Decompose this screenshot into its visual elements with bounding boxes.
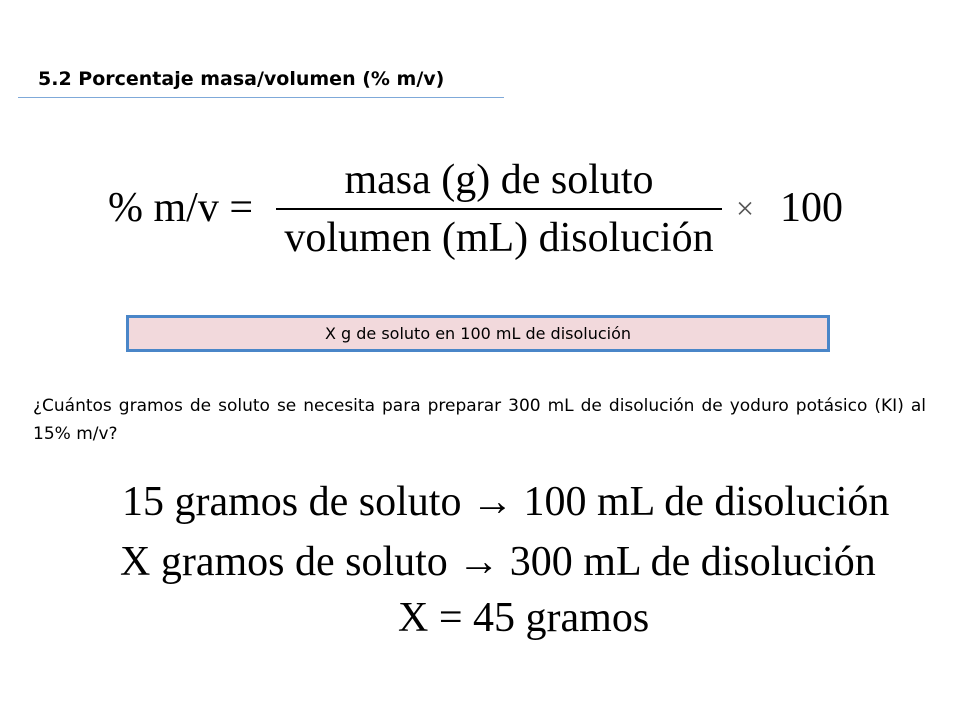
question-text: ¿Cuántos gramos de soluto se necesita para preparar 300 mL de disolución de yoduro potásico (KI) al 15% m/v? [33,396,926,444]
solution-result: X = 45 gramos [398,595,650,641]
line2-left: X gramos de soluto [120,539,448,585]
title-underline [18,97,504,98]
formula-numerator: masa (g) de soluto [344,157,654,203]
callout-text: X g de soluto en 100 mL de disolución [324,324,632,343]
definition-callout [126,315,830,352]
right-arrow-icon: → [471,479,514,525]
line1-right: 100 mL de disolución [523,479,890,525]
line2-right: 300 mL de disolución [509,539,876,585]
line1-left: 15 gramos de soluto [122,479,462,525]
formula-factor: 100 [780,185,843,231]
formula-denominator: volumen (mL) disolución [284,215,714,261]
right-arrow-icon: → [457,539,500,585]
fraction-bar [276,208,722,210]
slide-title: 5.2 Porcentaje masa/volumen (% m/v) [38,68,445,90]
solution-line-2 [120,538,876,586]
solution-line-1 [122,478,889,526]
formula-lhs: % m/v = [108,185,254,231]
percent-formula [100,150,860,270]
times-sign: × [736,190,755,226]
